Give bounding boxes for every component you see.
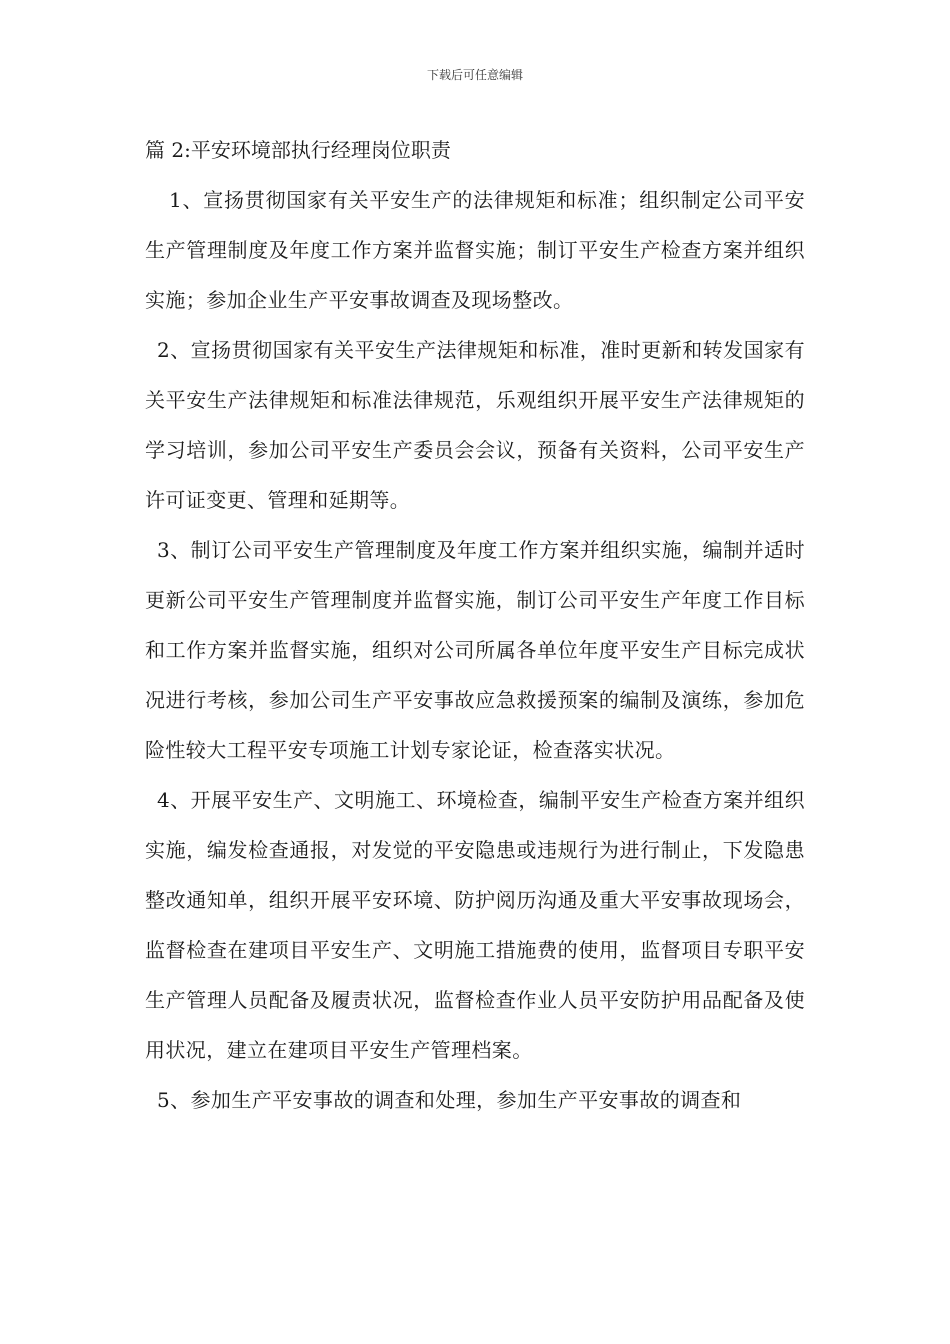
paragraph-5: 5、参加生产平安事故的调查和处理，参加生产平安事故的调查和: [157, 1088, 742, 1112]
document-title: 篇 2:平安环境部执行经理岗位职责: [145, 138, 451, 162]
paragraph-4: 4、开展平安生产、文明施工、环境检查，编制平安生产检查方案并组织实施，编发检查通报，对发觉的平安隐患或违规行为进行制止，下发隐患整改通知单，组织开展平安环境、防护阅历沟通及重大平安事故现场会，监督检查在建项目平安生产、文明施工措施费的使用，监督项目专职平安生产管理人员配备及履责状况，监督检查作业人员平安防护用品配备及使用状况，建立在建项目平安生产管理档案。: [145, 788, 805, 1062]
document-body: [145, 130, 805, 1125]
page-header-note: 下载后可任意编辑: [426, 68, 523, 82]
paragraph-3: 3、制订公司平安生产管理制度及年度工作方案并组织实施，编制并适时更新公司平安生产管理制度并监督实施，制订公司平安生产年度工作目标和工作方案并监督实施，组织对公司所属各单位年度平安生产目标完成状况进行考核，参加公司生产平安事故应急救援预案的编制及演练，参加危险性较大工程平安专项施工计划专家论证，检查落实状况。: [145, 538, 805, 762]
paragraph-2: 2、宣扬贯彻国家有关平安生产法律规矩和标准，准时更新和转发国家有关平安生产法律规矩和标准法律规范，乐观组织开展平安生产法律规矩的学习培训，参加公司平安生产委员会会议，预备有关资料，公司平安生产许可证变更、管理和延期等。: [145, 338, 805, 512]
paragraph-1: 1、宣扬贯彻国家有关平安生产的法律规矩和标准；组织制定公司平安生产管理制度及年度工作方案并监督实施；制订平安生产检查方案并组织实施；参加企业生产平安事故调查及现场整改。: [145, 188, 805, 312]
